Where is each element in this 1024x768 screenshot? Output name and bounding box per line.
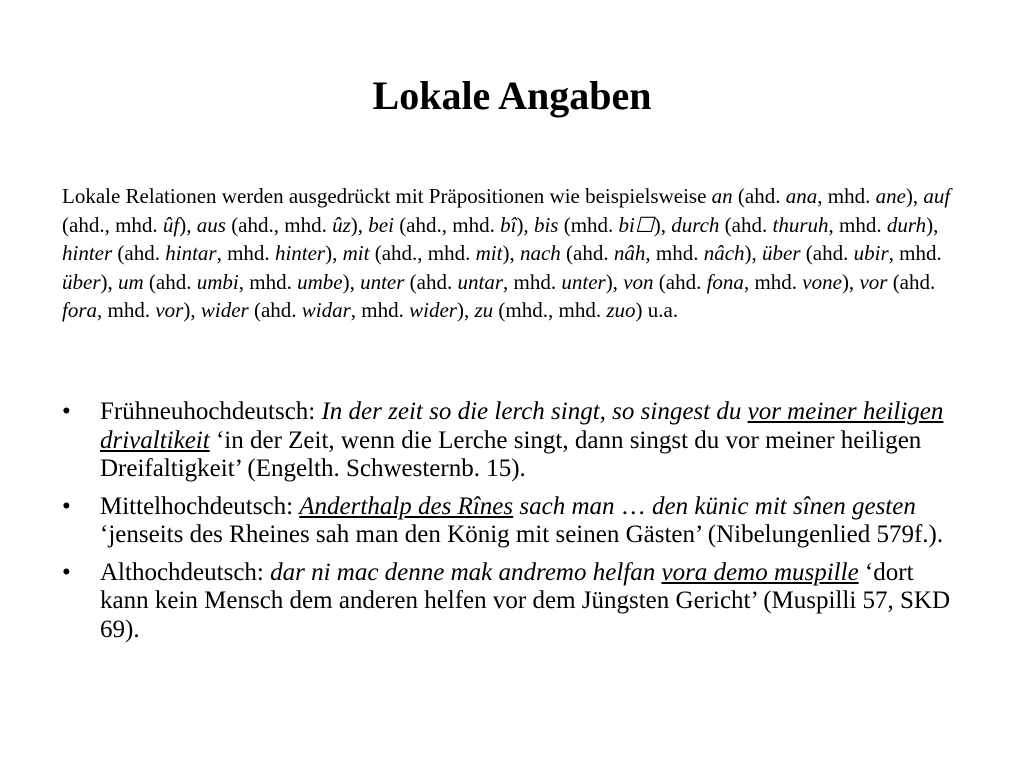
italic-text-run: sach man [513,492,615,520]
text-run: ), [456,298,475,323]
text-run: ), [744,241,763,266]
italic-text-run: thuruh [772,212,829,237]
text-run: ), [342,269,361,294]
bullet-text [100,493,943,549]
italic-text-run: durch [671,212,720,237]
text-run: Frühneuhochdeutsch: [100,398,322,425]
bullet-item-mittelhochdeutsch [62,493,967,550]
bullet-list [62,398,967,653]
text-run: , mhd. [350,298,410,323]
text-run: (ahd., mhd. [393,212,501,237]
text-run: (ahd. [732,184,786,208]
text-run: , mhd. [828,212,887,237]
italic-text-run: wider [200,298,249,323]
italic-text-run: hinter [274,241,326,266]
italic-text-run: untar [457,269,504,294]
text-run: (ahd., mhd. [62,212,163,237]
text-run: (mhd., mhd. [493,298,607,323]
italic-text-run: bî [500,212,517,237]
italic-text-run: fora [62,298,98,323]
italic-text-run: um [118,269,144,294]
italic-text-run: vor [155,298,184,323]
text-run: ), [502,241,520,266]
bullet-icon: • [62,492,71,520]
text-run: ), [325,241,343,266]
italic-text-run: bis [533,212,559,237]
italic-text-run: In der zeit so die lerch singt, so singest du [321,398,748,425]
text-run: (ahd. [404,269,458,294]
italic-text-run: auf [923,184,951,208]
italic-text-run: mit [342,241,370,266]
italic-text-run: ana [785,184,818,208]
text-run: , mhd. [645,241,704,266]
text-run: , mhd. [238,269,298,294]
italic-text-run: zuo [606,298,636,323]
text-run: ), [926,212,939,237]
text-run: , mhd. [817,184,876,208]
text-run: ‘jenseits des Rheines sah man den König mit seinen Gästen’ (Nibelungenlied 579f.). [100,521,944,548]
italic-text-run: nâh [613,241,646,266]
italic-text-run: vora demo muspille [661,558,859,586]
italic-text-run: ûz [332,212,351,237]
text-run: ), [653,212,672,237]
text-run: ), [905,184,924,208]
text-run: (ahd. [887,269,936,294]
bullet-text [100,398,943,482]
bullet-text [100,559,950,643]
text-run: ), [100,269,118,294]
italic-text-run: nâch [703,241,745,266]
text-run: ), [183,298,201,323]
text-run: (ahd. [143,269,197,294]
italic-text-run: durh [886,212,927,237]
text-run: (ahd., mhd. [225,212,333,237]
italic-text-run: wider [409,298,457,323]
text-run: , mhd. [888,241,942,266]
text-run: Mittelhochdeutsch: [100,492,300,520]
text-run: (ahd. [653,269,707,294]
italic-text-run: Anderthalp des Rînes [299,492,514,520]
bullet-icon: • [62,398,71,425]
italic-text-run: ubir [853,241,889,266]
bullet-icon: • [62,558,71,586]
text-run: (ahd. [800,241,854,266]
italic-text-run: ûf [162,212,180,237]
text-run: ), [605,269,624,294]
italic-text-run: vor [859,269,888,294]
text-run: (ahd. [719,212,773,237]
italic-text-run: unter [360,269,405,294]
italic-text-run: nach [519,241,561,266]
text-run: ) u.a. [635,298,679,323]
text-run: Lokale Relationen werden ausgedrückt mit Präpositionen wie beispielsweise [62,184,712,208]
text-run: (ahd., mhd. [369,241,476,266]
bullet-item-althochdeutsch [62,559,967,645]
text-run: , mhd. [97,298,156,323]
italic-text-run: dar ni mac denne mak andremo helfan [270,558,662,586]
italic-text-run: bei [368,212,394,237]
italic-text-run: den künic mit sînen gesten [652,492,916,520]
text-run: ), [179,212,197,237]
text-run: ‘in der Zeit, wenn die Lerche singt, dann singst du vor meiner heiligen Dreifaltigkeit’ (Engelth. Schwesternb. 15). [100,426,922,482]
text-run: ), [841,269,860,294]
italic-text-run: zu [474,298,494,323]
slide-title: Lokale Angaben [372,73,652,118]
text-run: (ahd. [560,241,614,266]
italic-text-run: bi☐ [618,212,654,237]
text-run: ), [516,212,534,237]
intro-paragraph [62,182,967,325]
text-run: … [614,492,653,520]
italic-text-run: von [623,269,654,294]
text-run: (ahd. [112,241,166,266]
italic-text-run: ane [875,184,906,208]
italic-text-run: vor meiner heiligen drivaltikeit [100,398,944,454]
italic-text-run: über [62,269,101,294]
text-run: , mhd. [216,241,275,266]
italic-text-run: hinter [62,241,113,266]
text-run: ‘dort kann kein Mensch dem anderen helfen vor dem Jüngsten Gericht’ (Muspilli 57, SKD 69). [100,558,951,643]
italic-text-run: fona [706,269,744,294]
text-run: (mhd. [558,212,619,237]
text-run: Althochdeutsch: [100,558,271,586]
italic-text-run: umbe [297,269,343,294]
text-run: , mhd. [743,269,803,294]
italic-text-run: über [762,241,801,266]
bullet-item-fruehneuhochdeutsch [62,398,967,484]
italic-text-run: unter [561,269,606,294]
italic-text-run: widar [301,298,351,323]
text-run: , mhd. [503,269,562,294]
italic-text-run: an [711,184,733,208]
text-run: (ahd. [248,298,302,323]
italic-text-run: aus [196,212,226,237]
italic-text-run: umbi [196,269,239,294]
text-run: ), [350,212,369,237]
italic-text-run: vone [802,269,842,294]
italic-text-run: hintar [165,241,217,266]
italic-text-run: mit [475,241,503,266]
